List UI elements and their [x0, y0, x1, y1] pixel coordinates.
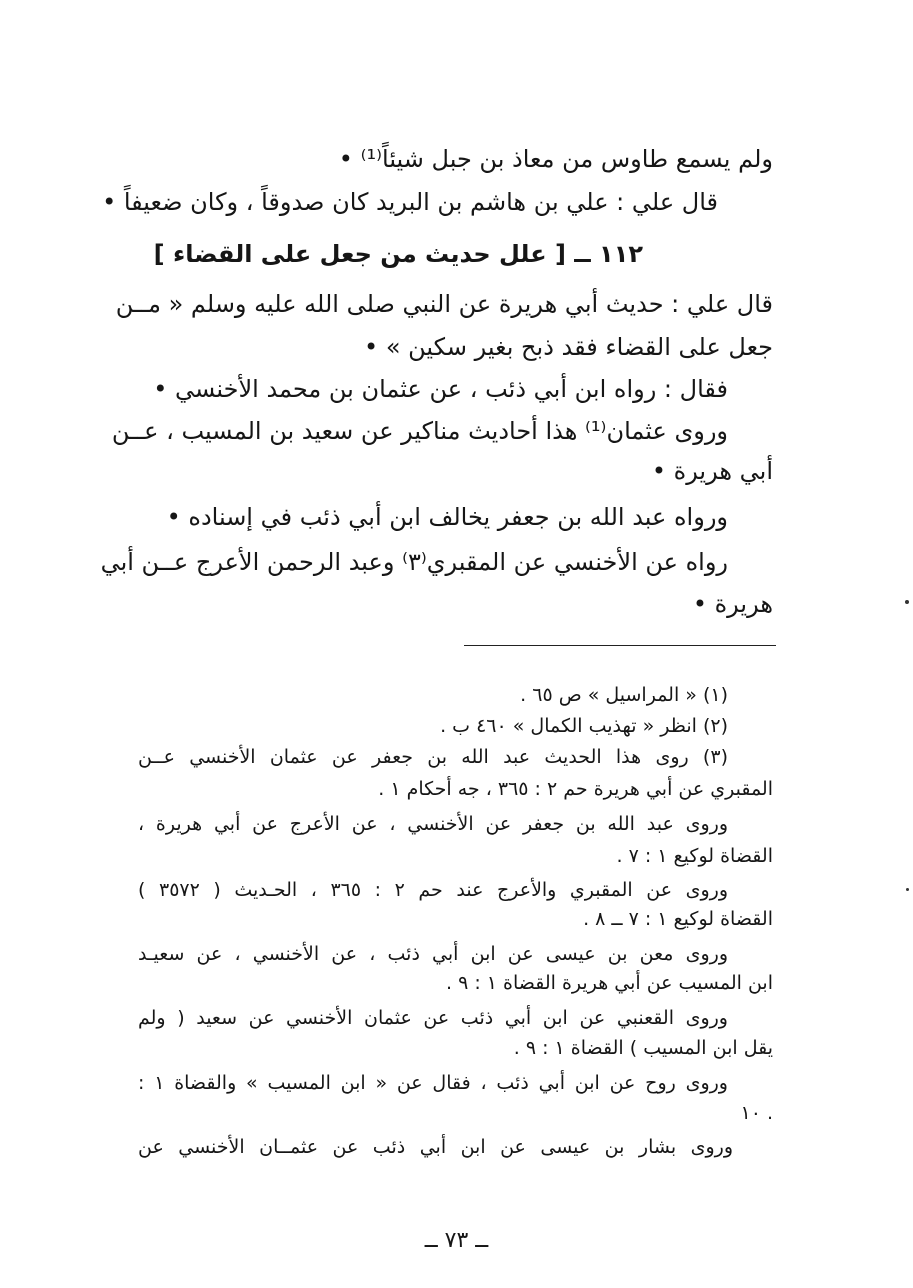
text-line: أبي هريرة •: [651, 457, 773, 485]
footnote: المقبري عن أبي هريرة حم ٢ : ٣٦٥ ، جه أحكام ١ .: [378, 778, 773, 800]
text-line: جعل على القضاء فقد ذبح بغير سكين » •: [364, 333, 773, 361]
footnote: (٣) روى هذا الحديث عبد الله بن جعفر عن عثمان الأخنسي عــن: [138, 746, 728, 768]
text-line: ورواه عبد الله بن جعفر يخالف ابن أبي ذئب في إسناده •: [166, 503, 728, 531]
footnote: وروى روح عن ابن أبي ذئب ، فقال عن « ابن المسيب » والقضاة ١ :: [138, 1072, 728, 1094]
footnote-divider: [464, 645, 776, 646]
footnote: القضاة لوكيع ١ : ٧ .: [616, 845, 773, 867]
footnote: وروى بشار بن عيسى عن ابن أبي ذئب عن عثمــان الأخنسي عن: [138, 1136, 733, 1158]
text-line: ولم يسمع طاوس من معاذ بن جبل شيئاً⁽¹⁾ •: [338, 145, 773, 173]
page-number: ــ ٧٣ ــ: [424, 1228, 489, 1253]
footnote: وروى معن بن عيسى عن ابن أبي ذئب ، عن الأخنسي ، عن سعيـد: [138, 943, 728, 965]
scan-speck: [906, 888, 909, 891]
footnote: (١) « المراسيل » ص ٦٥ .: [520, 684, 728, 706]
text-line: فقال : رواه ابن أبي ذئب ، عن عثمان بن محمد الأخنسي •: [153, 375, 728, 403]
text-line: قال علي : حديث أبي هريرة عن النبي صلى الله عليه وسلم « مــن: [115, 290, 773, 318]
footnote: ابن المسيب عن أبي هريرة القضاة ١ : ٩ .: [445, 972, 773, 994]
scan-speck: [905, 600, 909, 604]
footnote: وروى عبد الله بن جعفر عن الأخنسي ، عن الأعرج عن أبي هريرة ،: [138, 813, 728, 835]
footnote: وروى القعنبي عن ابن أبي ذئب عن عثمان الأخنسي عن سعيد ( ولم: [138, 1007, 728, 1029]
footnote: يقل ابن المسيب ) القضاة ١ : ٩ .: [513, 1037, 773, 1059]
text-line: وروى عثمان⁽¹⁾ هذا أحاديث مناكير عن سعيد بن المسيب ، عــن: [111, 417, 728, 445]
footnote: (٢) انظر « تهذيب الكمال » ٤٦٠ ب .: [440, 715, 728, 737]
section-heading: ١١٢ ــ [ علل حديث من جعل على القضاء ]: [153, 240, 643, 268]
text-line: قال علي : علي بن هاشم بن البريد كان صدوقاً ، وكان ضعيفاً •: [102, 188, 718, 216]
text-line: رواه عن الأخنسي عن المقبري⁽٣⁾ وعبد الرحمن الأعرج عــن أبي: [100, 548, 728, 576]
footnote: وروى عن المقبري والأعرج عند حم ٢ : ٣٦٥ ، الحـديث ( ٣٥٧٢ ): [138, 879, 729, 901]
text-line: هريرة •: [692, 590, 773, 618]
footnote: القضاة لوكيع ١ : ٧ ــ ٨ .: [583, 908, 773, 930]
footnote: ١٠ .: [740, 1102, 773, 1124]
